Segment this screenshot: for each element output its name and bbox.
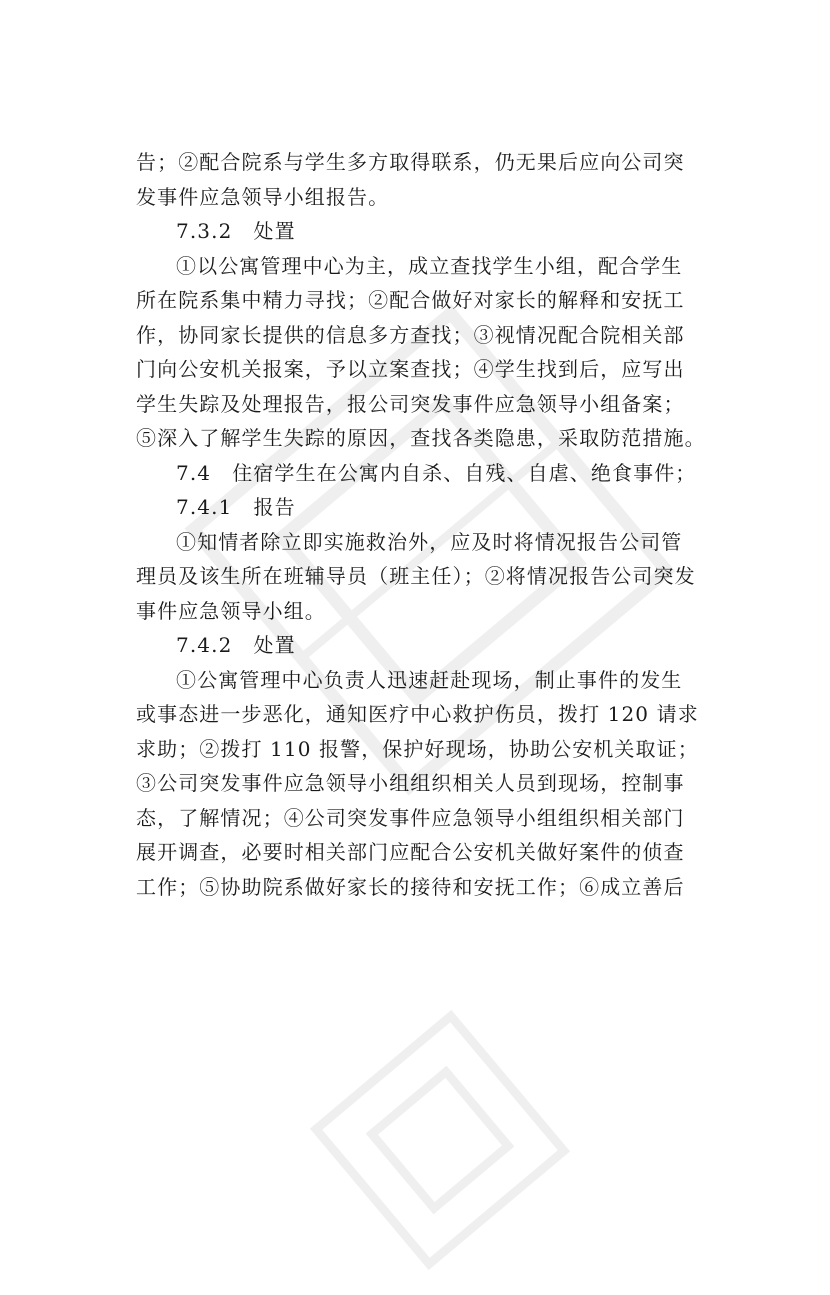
document-body — [136, 145, 726, 904]
text-line: ③公司突发事件应急领导小组组织相关人员到现场，控制事 — [136, 771, 685, 795]
text-line: 事件应急领导小组。 — [136, 598, 326, 623]
text-line: 或事态进一步恶化，通知医疗中心救护伤员，拨打 120 请求 — [136, 702, 699, 726]
text-line: 发事件应急领导小组报告。 — [136, 184, 390, 209]
text-line: 学生失踪及处理报告，报公司突发事件应急领导小组备案； — [136, 391, 685, 416]
text-line: 态，了解情况；④公司突发事件应急领导小组组织相关部门 — [136, 805, 685, 830]
text-line: 理员及该生所在班辅导员（班主任）；②将情况报告公司突发 — [136, 564, 696, 588]
text-line: ⑤深入了解学生失踪的原因，查找各类隐患，采取防范措施。 — [136, 426, 706, 450]
text-line: 求助；②拨打 110 报警，保护好现场，协助公安机关取证； — [136, 736, 699, 761]
section-heading-7-4-1: 7.4.1 报告 — [176, 495, 296, 519]
watermark-logo-bottom — [285, 985, 595, 1295]
text-line: 门向公安机关报案，予以立案查找；④学生找到后，应写出 — [136, 357, 685, 381]
text-line: ①公寓管理中心负责人迅速赶赴现场，制止事件的发生 — [176, 667, 683, 692]
text-line: ①知情者除立即实施救治外，应及时将情况报告公司管 — [176, 529, 683, 554]
text-line: ①以公寓管理中心为主，成立查找学生小组，配合学生 — [176, 253, 683, 278]
text-line: 作，协同家长提供的信息多方查找；③视情况配合院相关部 — [136, 322, 685, 347]
section-heading-7-4: 7.4 住宿学生在公寓内自杀、自残、自虐、绝食事件； — [176, 460, 697, 485]
section-heading-7-4-2: 7.4.2 处置 — [176, 633, 296, 657]
text-line: 所在院系集中精力寻找；②配合做好对家长的解释和安抚工 — [136, 288, 685, 312]
section-heading-7-3-2: 7.3.2 处置 — [176, 219, 296, 243]
text-line: 工作；⑤协助院系做好家长的接待和安抚工作；⑥成立善后 — [136, 874, 685, 899]
text-line: 告；②配合院系与学生多方取得联系，仍无果后应向公司突 — [136, 150, 685, 174]
text-line: 展开调查，必要时相关部门应配合公安机关做好案件的侦查 — [136, 840, 685, 864]
